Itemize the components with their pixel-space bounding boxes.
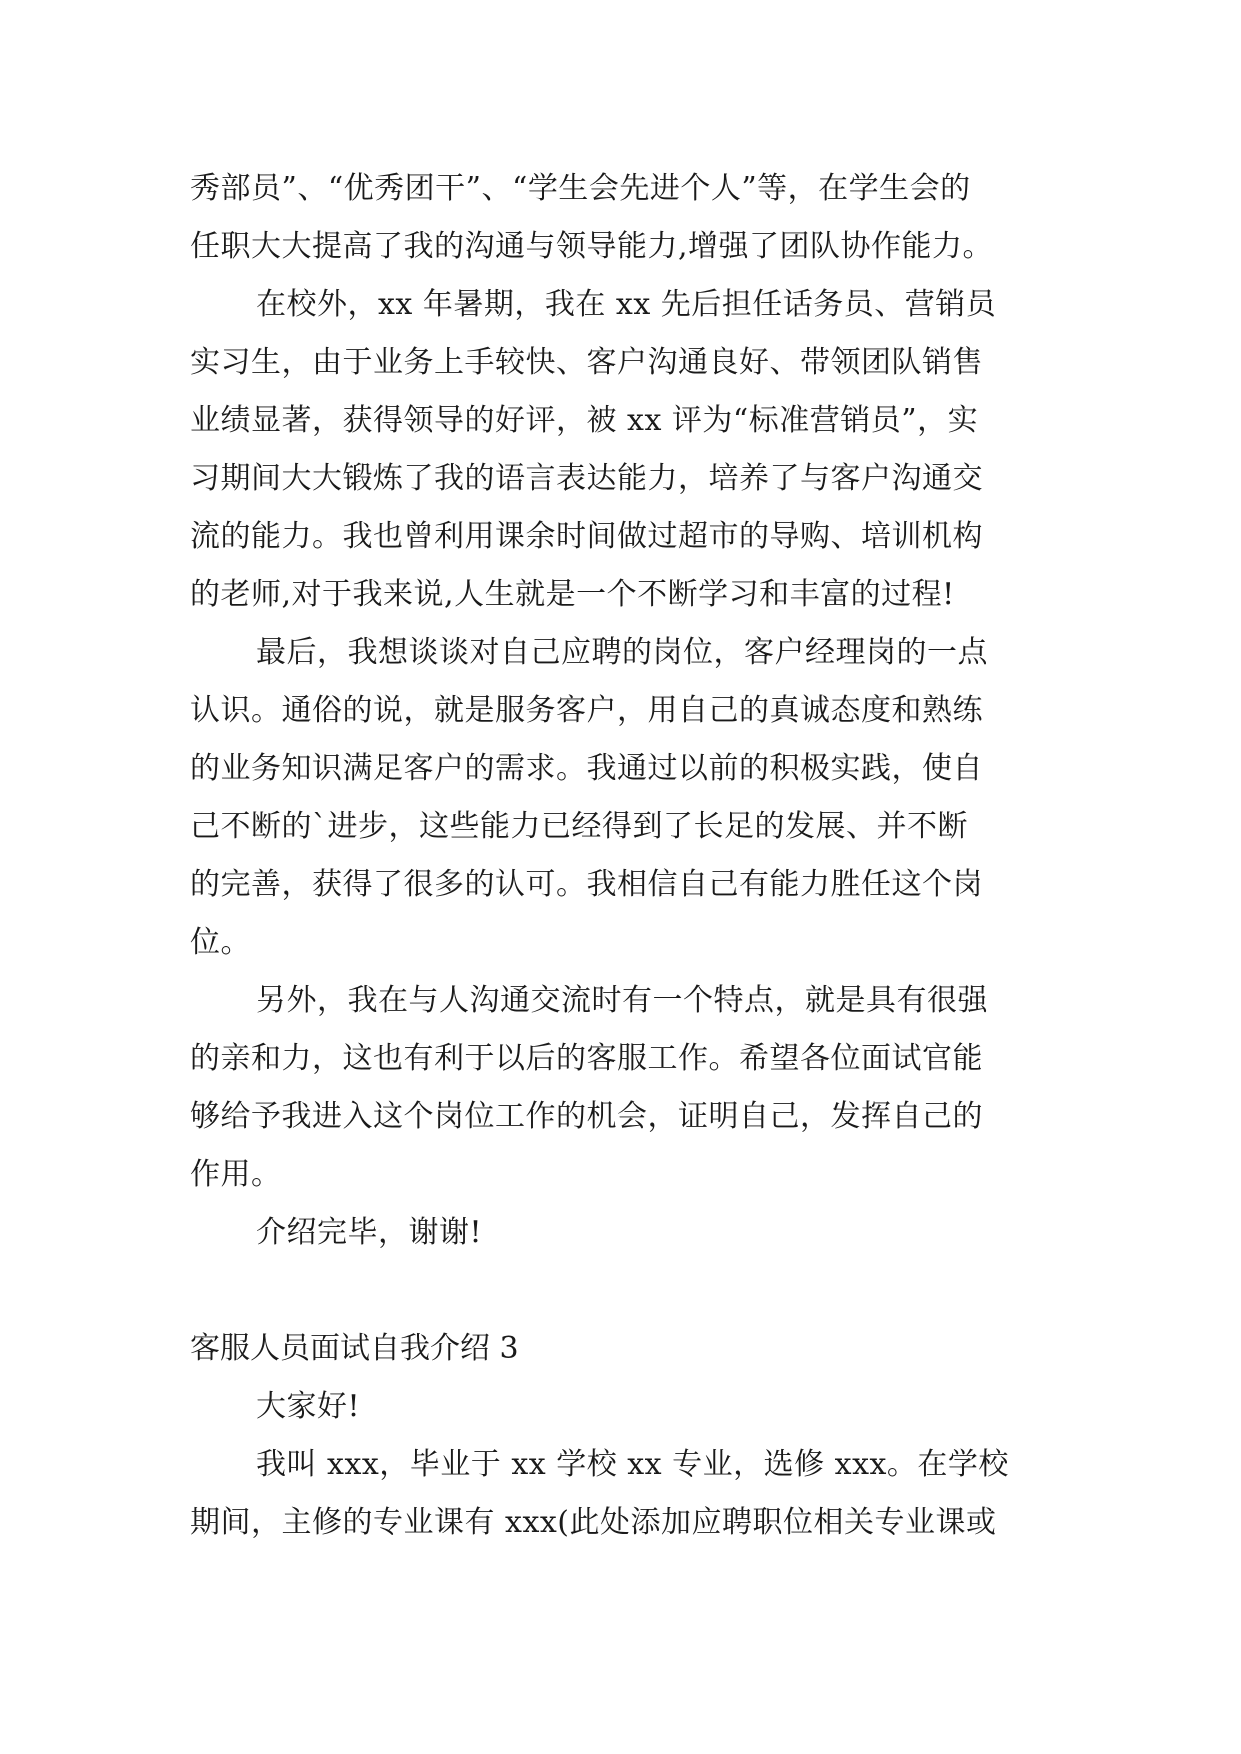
paragraph bbox=[190, 160, 1070, 276]
text-line: 在校外，xx 年暑期，我在 xx 先后担任话务员、营销员 bbox=[256, 287, 997, 322]
text-line: 的老师,对于我来说,人生就是一个不断学习和丰富的过程! bbox=[190, 577, 955, 612]
text-line: 最后，我想谈谈对自己应聘的岗位，客户经理岗的一点 bbox=[256, 635, 988, 670]
text-line: 大家好! bbox=[256, 1389, 361, 1424]
text-line: 业绩显著，获得领导的好评，被 xx 评为“标准营销员”，实 bbox=[190, 403, 979, 438]
text-line: 流的能力。我也曾利用课余时间做过超市的导购、培训机构 bbox=[190, 519, 983, 554]
paragraph bbox=[190, 276, 1070, 624]
text-line: 作用。 bbox=[190, 1157, 282, 1192]
text-line: 的亲和力，这也有利于以后的客服工作。希望各位面试官能 bbox=[190, 1041, 983, 1076]
text-line: 己不断的`进步，这些能力已经得到了长足的发展、并不断 bbox=[190, 809, 968, 844]
text-line: 秀部员”、“优秀团干”、“学生会先进个人”等，在学生会的 bbox=[190, 171, 971, 206]
text-line: 实习生，由于业务上手较快、客户沟通良好、带领团队销售 bbox=[190, 345, 983, 380]
paragraph bbox=[190, 972, 1070, 1204]
paragraph bbox=[190, 1436, 1070, 1552]
text-line: 介绍完毕，谢谢! bbox=[256, 1215, 483, 1250]
paragraph bbox=[190, 1204, 1070, 1262]
paragraph bbox=[190, 1378, 1070, 1436]
text-line: 认识。通俗的说，就是服务客户，用自己的真诚态度和熟练 bbox=[190, 693, 983, 728]
paragraph bbox=[190, 624, 1070, 972]
text-line: 够给予我进入这个岗位工作的机会，证明自己，发挥自己的 bbox=[190, 1099, 983, 1134]
text-line: 期间，主修的专业课有 xxx(此处添加应聘职位相关专业课或 bbox=[190, 1505, 997, 1540]
text-line: 习期间大大锻炼了我的语言表达能力，培养了与客户沟通交 bbox=[190, 461, 983, 496]
text-line: 另外，我在与人沟通交流时有一个特点，就是具有很强 bbox=[256, 983, 988, 1018]
document-body bbox=[190, 160, 1070, 1552]
text-line: 任职大大提高了我的沟通与领导能力,增强了团队协作能力。 bbox=[190, 229, 994, 264]
text-line: 位。 bbox=[190, 925, 251, 960]
section-heading: 客服人员面试自我介绍 3 bbox=[190, 1331, 519, 1366]
text-line: 的业务知识满足客户的需求。我通过以前的积极实践，使自 bbox=[190, 751, 983, 786]
blank-line bbox=[190, 1262, 1070, 1320]
text-line: 的完善，获得了很多的认可。我相信自己有能力胜任这个岗 bbox=[190, 867, 983, 902]
text-line: 我叫 xxx，毕业于 xx 学校 xx 专业，选修 xxx。在学校 bbox=[256, 1447, 1009, 1482]
